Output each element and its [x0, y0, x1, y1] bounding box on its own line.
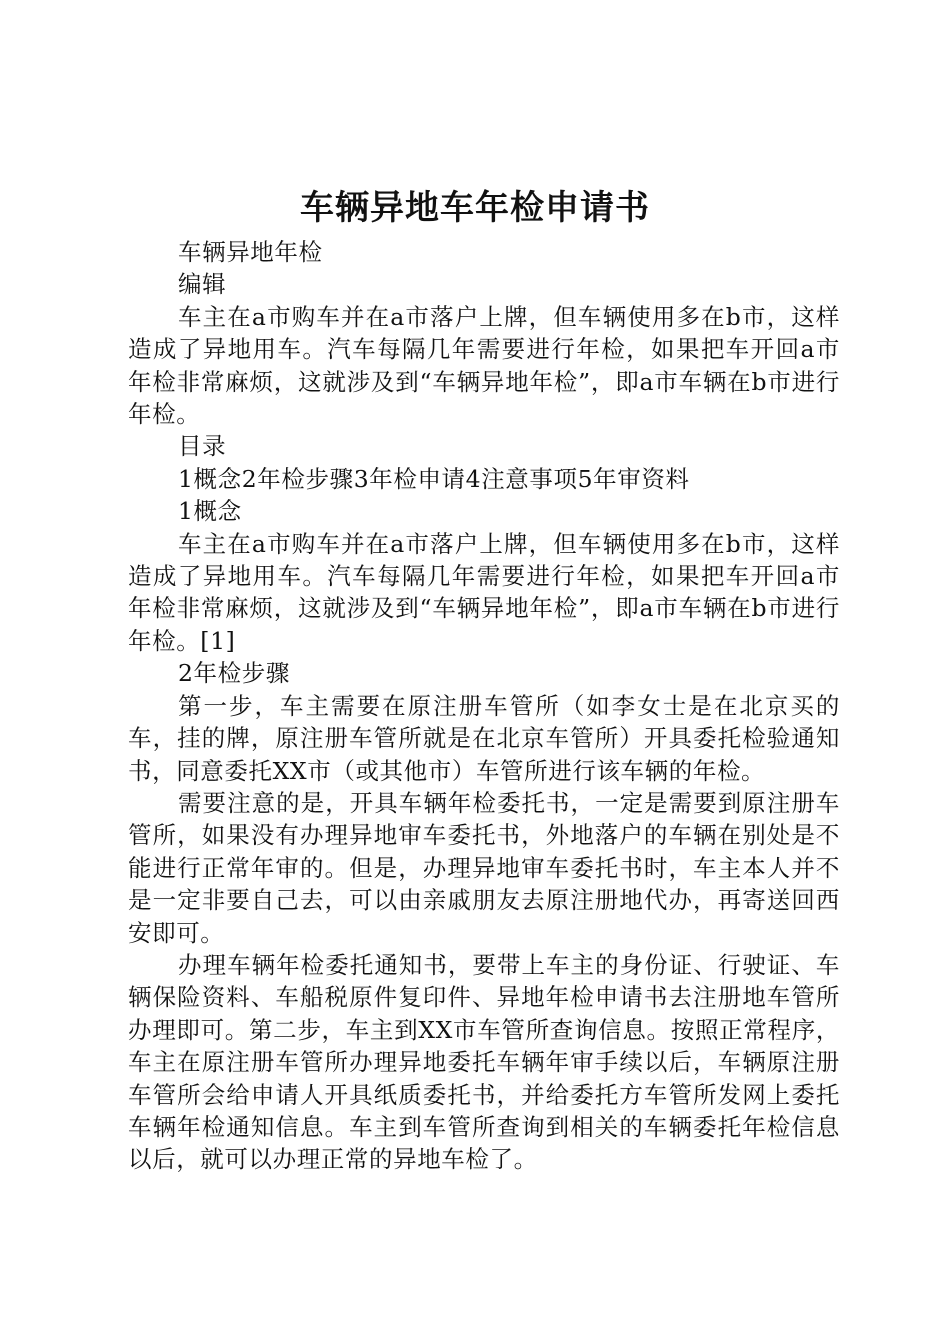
document-body — [128, 236, 840, 1176]
section-heading: 车辆异地年检 — [178, 238, 323, 266]
intro-paragraph: 车主在a市购车并在a市落户上牌，但车辆使用多在b市，这样造成了异地用车。汽车每隔几年需要进行年检，如果把车开回a市年检非常麻烦，这就涉及到“车辆异地年检”，即a市车辆在b市进行年检。 — [128, 302, 840, 429]
edit-label: 编辑 — [178, 270, 227, 299]
note-paragraph: 需要注意的是，开具车辆年检委托书，一定是需要到原注册车管所，如果没有办理异地审车委托书，外地落户的车辆在别处是不能进行正常年审的。但是，办理异地审车委托书时，车主本人并不是一定非要自己去，可以由亲戚朋友去原注册地代办，再寄送回西安即可。 — [128, 788, 840, 947]
toc-items: 1概念2年检步骤3年检申请4注意事项5年审资料 — [178, 464, 690, 493]
section1-paragraph: 车主在a市购车并在a市落户上牌，但车辆使用多在b市，这样造成了异地用车。汽车每隔几年需要进行年检，如果把车开回a市年检非常麻烦，这就涉及到“车辆异地年检”，即a市车辆在b市进行年检。[1] — [128, 529, 840, 655]
step2-paragraph: 办理车辆年检委托通知书，要带上车主的身份证、行驶证、车辆保险资料、车船税原件复印件、异地年检申请书去注册地车管所办理即可。第二步，车主到XX市车管所查询信息。按照正常程序，车主在原注册车管所办理异地委托车辆年审手续以后，车辆原注册车管所会给申请人开具纸质委托书，并给委托方车管所发网上委托车辆年检通知信息。车主到车管所查询到相关的车辆委托年检信息以后，就可以办理正常的异地车检了。 — [128, 950, 840, 1174]
section2-heading: 2年检步骤 — [178, 659, 290, 688]
document-title: 车辆异地车年检申请书 — [300, 188, 650, 228]
section1-heading: 1概念 — [178, 497, 242, 526]
step1-paragraph: 第一步，车主需要在原注册车管所（如李女士是在北京买的车，挂的牌，原注册车管所就是在北京车管所）开具委托检验通知书，同意委托XX市（或其他市）车管所进行该车辆的年检。 — [128, 691, 840, 785]
toc-label: 目录 — [178, 432, 227, 461]
